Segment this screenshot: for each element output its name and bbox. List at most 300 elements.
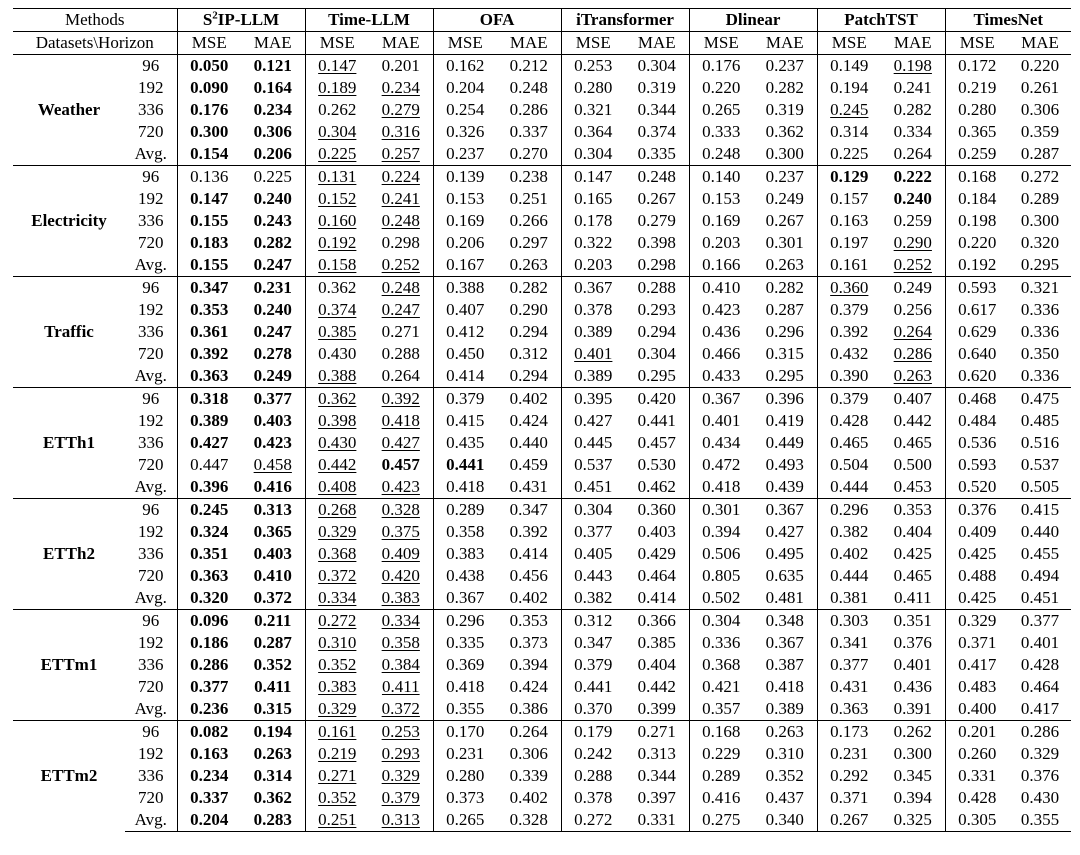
value-cell: 0.262: [318, 100, 357, 119]
dataset-group: [13, 277, 1071, 388]
value-cell: 0.247: [241, 321, 305, 343]
value-cell: 0.155: [190, 211, 229, 230]
value-cell: 0.166: [702, 255, 741, 274]
value-cell: 0.362: [753, 121, 817, 143]
value-cell: 0.379: [830, 300, 869, 319]
table-row: [13, 99, 1071, 121]
metric-header-mse: MSE: [817, 32, 881, 55]
value-cell: 0.362: [305, 277, 369, 300]
value-cell: 0.304: [574, 144, 613, 163]
value-cell: 0.237: [753, 55, 817, 78]
table-row: [13, 476, 1071, 499]
value-cell: 0.379: [817, 388, 881, 411]
value-cell: 0.225: [241, 166, 305, 189]
value-cell: 0.410: [241, 565, 305, 587]
value-cell: 0.303: [817, 610, 881, 633]
value-cell: 0.359: [1020, 122, 1060, 141]
value-cell: 0.537: [574, 455, 613, 474]
value-cell: 0.253: [561, 55, 625, 78]
value-cell: 0.367: [753, 632, 817, 654]
table-row: [13, 765, 1071, 787]
value-cell: 0.225: [318, 144, 357, 163]
value-cell: 0.425: [958, 544, 997, 563]
value-cell: 0.347: [574, 633, 613, 652]
table-row: [13, 388, 1071, 411]
value-cell: 0.263: [753, 254, 817, 277]
value-cell: 0.310: [753, 743, 817, 765]
value-cell: 0.278: [241, 343, 305, 365]
value-cell: 0.090: [190, 78, 229, 97]
value-cell: 0.353: [881, 499, 945, 522]
value-cell: 0.414: [446, 366, 485, 385]
value-cell: 0.428: [958, 788, 997, 807]
table-row: [13, 232, 1071, 254]
table-row: [13, 166, 1071, 189]
value-cell: 0.402: [497, 587, 561, 610]
value-cell: 0.401: [574, 344, 613, 363]
value-cell: 0.251: [305, 809, 369, 832]
value-cell: 0.275: [689, 809, 753, 832]
value-cell: 0.456: [497, 565, 561, 587]
value-cell: 0.358: [446, 522, 485, 541]
value-cell: 0.286: [497, 99, 561, 121]
value-cell: 0.450: [446, 344, 485, 363]
table-row: [13, 587, 1071, 610]
value-cell: 0.219: [958, 78, 997, 97]
value-cell: 0.388: [433, 277, 497, 300]
value-cell: 0.305: [945, 809, 1009, 832]
value-cell: 0.345: [881, 765, 945, 787]
value-cell: 0.433: [702, 366, 741, 385]
value-cell: 0.367: [689, 388, 753, 411]
value-cell: 0.192: [958, 255, 997, 274]
value-cell: 0.502: [702, 588, 741, 607]
value-cell: 0.231: [446, 744, 485, 763]
value-cell: 0.383: [446, 544, 485, 563]
value-cell: 0.321: [1009, 277, 1071, 300]
value-cell: 0.436: [881, 676, 945, 698]
value-cell: 0.314: [830, 122, 869, 141]
value-cell: 0.186: [190, 633, 229, 652]
dataset-group: [13, 499, 1071, 610]
horizon-cell: 96: [125, 721, 177, 744]
value-cell: 0.272: [561, 809, 625, 832]
value-cell: 0.161: [830, 255, 869, 274]
value-cell: 0.231: [241, 277, 305, 300]
value-cell: 0.248: [497, 77, 561, 99]
value-cell: 0.294: [497, 365, 561, 388]
metric-header-mae: MAE: [881, 32, 945, 55]
table-row: [13, 121, 1071, 143]
value-cell: 0.451: [1020, 588, 1060, 607]
value-cell: 0.367: [446, 588, 485, 607]
value-cell: 0.252: [369, 254, 433, 277]
value-cell: 0.295: [753, 365, 817, 388]
value-cell: 0.385: [318, 322, 357, 341]
value-cell: 0.263: [241, 743, 305, 765]
value-cell: 0.333: [702, 122, 741, 141]
value-cell: 0.282: [241, 232, 305, 254]
value-cell: 0.351: [881, 610, 945, 633]
value-cell: 0.282: [881, 99, 945, 121]
value-cell: 0.805: [702, 566, 741, 585]
value-cell: 0.297: [497, 232, 561, 254]
value-cell: 0.363: [190, 366, 229, 385]
value-cell: 0.248: [625, 166, 689, 189]
table-row: [13, 343, 1071, 365]
dataset-name: Traffic: [13, 277, 125, 388]
value-cell: 0.449: [753, 432, 817, 454]
value-cell: 0.444: [830, 566, 869, 585]
value-cell: 0.396: [753, 388, 817, 411]
value-cell: 0.404: [625, 654, 689, 676]
value-cell: 0.301: [753, 232, 817, 254]
horizon-cell: Avg.: [125, 143, 177, 166]
value-cell: 0.504: [830, 455, 869, 474]
value-cell: 0.494: [1020, 566, 1060, 585]
value-cell: 0.392: [190, 344, 229, 363]
value-cell: 0.423: [241, 432, 305, 454]
value-cell: 0.304: [689, 610, 753, 633]
value-cell: 0.169: [702, 211, 741, 230]
value-cell: 0.353: [190, 300, 229, 319]
value-cell: 0.153: [702, 189, 741, 208]
value-cell: 0.254: [446, 100, 485, 119]
horizon-cell: 96: [125, 277, 177, 300]
value-cell: 0.377: [190, 677, 229, 696]
value-cell: 0.334: [369, 610, 433, 633]
value-cell: 0.431: [830, 677, 869, 696]
value-cell: 0.593: [958, 455, 997, 474]
value-cell: 0.267: [753, 210, 817, 232]
value-cell: 0.287: [753, 299, 817, 321]
value-cell: 0.149: [817, 55, 881, 78]
value-cell: 0.225: [830, 144, 869, 163]
value-cell: 0.294: [625, 321, 689, 343]
value-cell: 0.344: [625, 99, 689, 121]
value-cell: 0.165: [574, 189, 613, 208]
horizon-cell: 96: [125, 499, 177, 522]
table-row: [13, 143, 1071, 166]
value-cell: 0.364: [574, 122, 613, 141]
value-cell: 0.355: [446, 699, 485, 718]
value-cell: 0.252: [881, 254, 945, 277]
value-cell: 0.259: [881, 210, 945, 232]
value-cell: 0.440: [1020, 522, 1060, 541]
horizon-cell: 96: [125, 388, 177, 411]
horizon-cell: 720: [125, 565, 177, 587]
value-cell: 0.289: [702, 766, 741, 785]
value-cell: 0.374: [318, 300, 357, 319]
value-cell: 0.530: [625, 454, 689, 476]
value-cell: 0.442: [318, 455, 357, 474]
value-cell: 0.301: [689, 499, 753, 522]
value-cell: 0.374: [625, 121, 689, 143]
value-cell: 0.264: [881, 143, 945, 166]
value-cell: 0.447: [190, 455, 229, 474]
metric-header-mae: MAE: [753, 32, 817, 55]
value-cell: 0.418: [702, 477, 741, 496]
value-cell: 0.431: [497, 476, 561, 499]
value-cell: 0.282: [753, 277, 817, 300]
value-cell: 0.371: [958, 633, 997, 652]
value-cell: 0.178: [574, 211, 613, 230]
value-cell: 0.334: [881, 121, 945, 143]
dataset-name: Electricity: [13, 166, 125, 277]
value-cell: 0.293: [369, 743, 433, 765]
value-cell: 0.336: [1020, 366, 1060, 385]
value-cell: 0.270: [497, 143, 561, 166]
value-cell: 0.322: [574, 233, 613, 252]
value-cell: 0.247: [369, 299, 433, 321]
value-cell: 0.368: [702, 655, 741, 674]
table-row: [13, 77, 1071, 99]
value-cell: 0.468: [945, 388, 1009, 411]
value-cell: 0.373: [446, 788, 485, 807]
value-cell: 0.457: [625, 432, 689, 454]
metric-header-mse: MSE: [177, 32, 241, 55]
value-cell: 0.438: [446, 566, 485, 585]
value-cell: 0.617: [958, 300, 997, 319]
value-cell: 0.168: [945, 166, 1009, 189]
horizon-cell: 720: [125, 343, 177, 365]
value-cell: 0.495: [753, 543, 817, 565]
value-cell: 0.157: [830, 189, 869, 208]
method-header: iTransformer: [561, 9, 689, 32]
horizon-cell: Avg.: [125, 698, 177, 721]
value-cell: 0.201: [369, 55, 433, 78]
value-cell: 0.407: [881, 388, 945, 411]
value-cell: 0.425: [958, 588, 997, 607]
value-cell: 0.430: [318, 433, 357, 452]
value-cell: 0.337: [190, 788, 229, 807]
value-cell: 0.344: [625, 765, 689, 787]
value-cell: 0.394: [497, 654, 561, 676]
value-cell: 0.136: [177, 166, 241, 189]
value-cell: 0.472: [702, 455, 741, 474]
value-cell: 0.324: [190, 522, 229, 541]
value-cell: 0.400: [958, 699, 997, 718]
value-cell: 0.362: [305, 388, 369, 411]
value-cell: 0.445: [574, 433, 613, 452]
value-cell: 0.286: [190, 655, 229, 674]
value-cell: 0.184: [958, 189, 997, 208]
value-cell: 0.147: [305, 55, 369, 78]
value-cell: 0.082: [177, 721, 241, 744]
value-cell: 0.206: [241, 143, 305, 166]
table-row: [13, 365, 1071, 388]
value-cell: 0.147: [190, 189, 229, 208]
value-cell: 0.203: [702, 233, 741, 252]
value-cell: 0.249: [753, 188, 817, 210]
value-cell: 0.243: [241, 210, 305, 232]
value-cell: 0.404: [881, 521, 945, 543]
value-cell: 0.418: [446, 477, 485, 496]
value-cell: 0.369: [446, 655, 485, 674]
value-cell: 0.283: [241, 809, 305, 832]
value-cell: 0.394: [702, 522, 741, 541]
value-cell: 0.329: [318, 699, 357, 718]
value-cell: 0.424: [497, 410, 561, 432]
value-cell: 0.401: [1020, 633, 1060, 652]
value-cell: 0.424: [497, 676, 561, 698]
value-cell: 0.352: [753, 765, 817, 787]
value-cell: 0.408: [318, 477, 357, 496]
horizon-cell: Avg.: [125, 476, 177, 499]
value-cell: 0.427: [753, 521, 817, 543]
value-cell: 0.367: [753, 499, 817, 522]
value-cell: 0.329: [945, 610, 1009, 633]
value-cell: 0.161: [305, 721, 369, 744]
value-cell: 0.377: [241, 388, 305, 411]
value-cell: 0.488: [958, 566, 997, 585]
value-cell: 0.163: [830, 211, 869, 230]
value-cell: 0.203: [574, 255, 613, 274]
value-cell: 0.423: [369, 476, 433, 499]
value-cell: 0.296: [753, 321, 817, 343]
value-cell: 0.249: [241, 365, 305, 388]
dataset-name: ETTm1: [13, 610, 125, 721]
value-cell: 0.367: [561, 277, 625, 300]
table-row: [13, 698, 1071, 721]
value-cell: 0.313: [625, 743, 689, 765]
value-cell: 0.234: [369, 77, 433, 99]
horizon-cell: 336: [125, 99, 177, 121]
value-cell: 0.436: [702, 322, 741, 341]
value-cell: 0.224: [369, 166, 433, 189]
value-cell: 0.443: [574, 566, 613, 585]
value-cell: 0.170: [433, 721, 497, 744]
value-cell: 0.377: [830, 655, 869, 674]
value-cell: 0.382: [574, 588, 613, 607]
table-row: [13, 277, 1071, 300]
value-cell: 0.376: [881, 632, 945, 654]
value-cell: 0.419: [753, 410, 817, 432]
metric-header-mae: MAE: [497, 32, 561, 55]
metric-header-mae: MAE: [241, 32, 305, 55]
value-cell: 0.236: [190, 699, 229, 718]
value-cell: 0.272: [1009, 166, 1071, 189]
value-cell: 0.415: [1009, 499, 1071, 522]
value-cell: 0.466: [702, 344, 741, 363]
value-cell: 0.388: [318, 366, 357, 385]
value-cell: 0.267: [625, 188, 689, 210]
value-cell: 0.268: [305, 499, 369, 522]
value-cell: 0.220: [958, 233, 997, 252]
value-cell: 0.427: [574, 411, 613, 430]
value-cell: 0.329: [1020, 744, 1060, 763]
value-cell: 0.260: [958, 744, 997, 763]
dataset-name: ETTh2: [13, 499, 125, 610]
table-row: [13, 543, 1071, 565]
value-cell: 0.300: [190, 122, 229, 141]
value-cell: 0.231: [830, 744, 869, 763]
value-cell: 0.484: [958, 411, 997, 430]
value-cell: 0.441: [625, 410, 689, 432]
table-row: [13, 321, 1071, 343]
horizon-cell: 336: [125, 210, 177, 232]
value-cell: 0.158: [318, 255, 357, 274]
value-cell: 0.290: [497, 299, 561, 321]
value-cell: 0.403: [241, 410, 305, 432]
value-cell: 0.162: [433, 55, 497, 78]
value-cell: 0.286: [881, 343, 945, 365]
value-cell: 0.397: [625, 787, 689, 809]
value-cell: 0.212: [497, 55, 561, 78]
value-cell: 0.336: [1020, 300, 1060, 319]
value-cell: 0.272: [305, 610, 369, 633]
value-cell: 0.253: [369, 721, 433, 744]
value-cell: 0.410: [689, 277, 753, 300]
value-cell: 0.282: [497, 277, 561, 300]
value-cell: 0.402: [497, 388, 561, 411]
value-cell: 0.304: [625, 55, 689, 78]
horizon-cell: 192: [125, 188, 177, 210]
value-cell: 0.153: [446, 189, 485, 208]
value-cell: 0.315: [753, 343, 817, 365]
value-cell: 0.425: [881, 543, 945, 565]
value-cell: 0.160: [318, 211, 357, 230]
value-cell: 0.392: [369, 388, 433, 411]
value-cell: 0.389: [574, 322, 613, 341]
value-cell: 0.237: [446, 144, 485, 163]
value-cell: 0.377: [1009, 610, 1071, 633]
value-cell: 0.147: [561, 166, 625, 189]
value-cell: 0.263: [881, 365, 945, 388]
value-cell: 0.173: [817, 721, 881, 744]
value-cell: 0.392: [830, 322, 869, 341]
value-cell: 0.298: [369, 232, 433, 254]
value-cell: 0.427: [369, 432, 433, 454]
metric-header-mae: MAE: [1009, 32, 1071, 55]
value-cell: 0.155: [190, 255, 229, 274]
value-cell: 0.465: [881, 565, 945, 587]
table-header: [13, 9, 1071, 55]
value-cell: 0.211: [241, 610, 305, 633]
value-cell: 0.361: [190, 322, 229, 341]
value-cell: 0.248: [369, 277, 433, 300]
value-cell: 0.306: [241, 121, 305, 143]
value-cell: 0.328: [497, 809, 561, 832]
value-cell: 0.411: [369, 676, 433, 698]
datasets-horizon-label: Datasets\Horizon: [13, 32, 177, 55]
value-cell: 0.398: [318, 411, 357, 430]
value-cell: 0.189: [318, 78, 357, 97]
value-cell: 0.382: [830, 522, 869, 541]
value-cell: 0.366: [625, 610, 689, 633]
table-row: [13, 521, 1071, 543]
value-cell: 0.131: [305, 166, 369, 189]
value-cell: 0.295: [1020, 255, 1060, 274]
horizon-cell: 720: [125, 232, 177, 254]
value-cell: 0.363: [830, 699, 869, 718]
metric-header-mae: MAE: [369, 32, 433, 55]
value-cell: 0.280: [958, 100, 997, 119]
value-cell: 0.457: [369, 454, 433, 476]
value-cell: 0.152: [318, 189, 357, 208]
value-cell: 0.368: [318, 544, 357, 563]
value-cell: 0.316: [369, 121, 433, 143]
value-cell: 0.167: [446, 255, 485, 274]
value-cell: 0.288: [369, 343, 433, 365]
value-cell: 0.420: [369, 565, 433, 587]
value-cell: 0.444: [830, 477, 869, 496]
value-cell: 0.440: [497, 432, 561, 454]
value-cell: 0.251: [497, 188, 561, 210]
value-cell: 0.206: [446, 233, 485, 252]
horizon-cell: 192: [125, 410, 177, 432]
value-cell: 0.493: [753, 454, 817, 476]
